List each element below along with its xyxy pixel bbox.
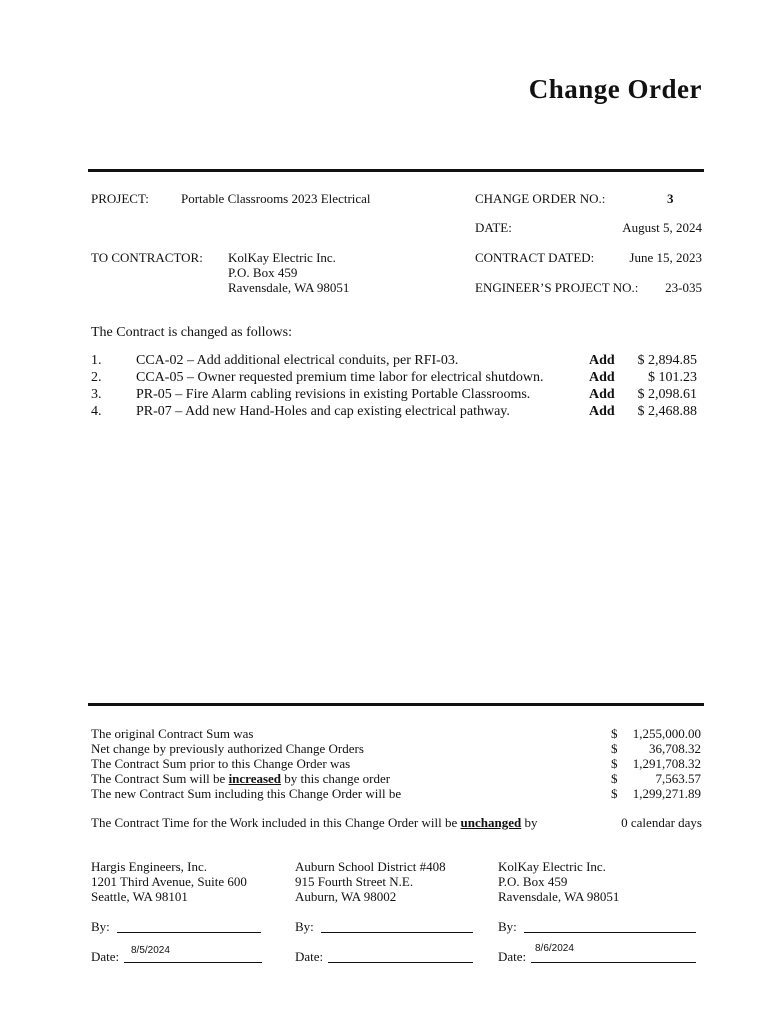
party-city: Ravensdale, WA 98051 xyxy=(498,889,620,904)
summary-value: 7,563.57 xyxy=(655,771,701,786)
list-item xyxy=(91,387,707,404)
contractor-name: KolKay Electric Inc. xyxy=(228,250,336,265)
unchanged-emphasis: unchanged xyxy=(460,815,522,830)
currency-symbol: $ xyxy=(611,726,618,741)
summary-label: The Contract Sum prior to this Change Order was xyxy=(91,756,351,771)
contract-time-text xyxy=(91,815,537,831)
summary-value: 1,291,708.32 xyxy=(632,756,701,771)
summary-label-pre: The Contract Sum will be xyxy=(91,771,229,786)
summary-value: 1,255,000.00 xyxy=(632,726,701,741)
date-label: DATE: xyxy=(475,220,512,235)
item-action: Add xyxy=(589,404,615,419)
currency-symbol: $ xyxy=(611,741,618,756)
summary-value: 36,708.32 xyxy=(649,741,701,756)
party-name: Auburn School District #408 xyxy=(295,859,446,874)
item-number: 2. xyxy=(91,370,102,385)
engineer-project-label: ENGINEER’S PROJECT NO.: xyxy=(475,280,639,295)
item-action: Add xyxy=(589,353,615,368)
item-description: PR-05 – Fire Alarm cabling revisions in existing Portable Classrooms. xyxy=(136,387,531,402)
contract-dated-value: June 15, 2023 xyxy=(629,250,702,265)
owner-party xyxy=(295,859,446,904)
contract-time-pre: The Contract Time for the Work included in this Change Order will be xyxy=(91,815,461,830)
engineer-date-line[interactable] xyxy=(124,962,262,963)
summary-label-post: by this change order xyxy=(281,771,391,786)
change-order-no-label: CHANGE ORDER NO.: xyxy=(475,191,606,206)
item-action: Add xyxy=(589,387,615,402)
item-number: 3. xyxy=(91,387,102,402)
contractor-city: Ravensdale, WA 98051 xyxy=(228,280,350,295)
change-items-list xyxy=(91,353,707,421)
party-street: P.O. Box 459 xyxy=(498,874,568,889)
summary-label: Net change by previously authorized Change Orders xyxy=(91,741,364,756)
summary-row xyxy=(91,771,703,786)
owner-signature-line[interactable] xyxy=(321,932,473,933)
summary-row xyxy=(91,786,703,801)
contractor-address xyxy=(228,250,349,295)
contract-time-value: 0 calendar days xyxy=(621,815,702,830)
engineer-signed-date: 8/5/2024 xyxy=(131,945,170,956)
contract-dated-label: CONTRACT DATED: xyxy=(475,250,595,265)
engineer-project-value: 23-035 xyxy=(665,280,702,295)
by-label: By: xyxy=(295,919,314,934)
item-description: CCA-05 – Owner requested premium time labor for electrical shutdown. xyxy=(136,370,544,385)
party-name: Hargis Engineers, Inc. xyxy=(91,859,208,874)
list-item xyxy=(91,404,707,421)
project-value: Portable Classrooms 2023 Electrical xyxy=(181,191,371,206)
summary-label: The original Contract Sum was xyxy=(91,726,254,741)
party-city: Seattle, WA 98101 xyxy=(91,889,188,904)
project-label: PROJECT: xyxy=(91,191,149,206)
party-name: KolKay Electric Inc. xyxy=(498,859,606,874)
date-label: Date: xyxy=(295,949,324,964)
item-description: CCA-02 – Add additional electrical conduits, per RFI-03. xyxy=(136,353,459,368)
contractor-party xyxy=(498,859,619,904)
contractor-street: P.O. Box 459 xyxy=(228,265,298,280)
owner-date-line[interactable] xyxy=(328,962,473,963)
summary-value: 1,299,271.89 xyxy=(632,786,701,801)
currency-symbol: $ xyxy=(611,786,618,801)
item-number: 4. xyxy=(91,404,102,419)
by-label: By: xyxy=(498,919,517,934)
item-number: 1. xyxy=(91,353,102,368)
date-label: Date: xyxy=(91,949,120,964)
summary-row xyxy=(91,741,703,756)
list-item xyxy=(91,353,707,370)
item-amount: $ 2,894.85 xyxy=(637,353,697,368)
contractor-signature-line[interactable] xyxy=(524,932,696,933)
contract-sum-summary xyxy=(91,726,703,801)
party-street: 915 Fourth Street N.E. xyxy=(295,874,414,889)
date-label: Date: xyxy=(498,949,527,964)
page-title: Change Order xyxy=(528,74,702,104)
party-city: Auburn, WA 98002 xyxy=(295,889,397,904)
item-description: PR-07 – Add new Hand-Holes and cap existing electrical pathway. xyxy=(136,404,510,419)
intro-text: The Contract is changed as follows: xyxy=(91,325,293,340)
date-value: August 5, 2024 xyxy=(622,220,702,235)
engineer-signature-line[interactable] xyxy=(117,932,261,933)
item-amount: $ 2,098.61 xyxy=(637,387,697,402)
contractor-date-line[interactable] xyxy=(531,962,696,963)
engineer-party xyxy=(91,859,247,904)
contract-time-post: by xyxy=(521,815,538,830)
summary-row xyxy=(91,756,703,771)
by-label: By: xyxy=(91,919,110,934)
item-amount: $ 101.23 xyxy=(648,370,697,385)
currency-symbol: $ xyxy=(611,756,618,771)
currency-symbol: $ xyxy=(611,771,618,786)
list-item xyxy=(91,370,707,387)
summary-row xyxy=(91,726,703,741)
bottom-divider xyxy=(88,703,704,706)
to-contractor-label: TO CONTRACTOR: xyxy=(91,250,203,265)
top-divider xyxy=(88,169,704,172)
summary-label xyxy=(91,771,390,787)
change-order-no-value: 3 xyxy=(667,191,674,206)
item-action: Add xyxy=(589,370,615,385)
item-amount: $ 2,468.88 xyxy=(637,404,697,419)
summary-label: The new Contract Sum including this Change Order will be xyxy=(91,786,402,801)
contractor-signed-date: 8/6/2024 xyxy=(535,943,574,954)
party-street: 1201 Third Avenue, Suite 600 xyxy=(91,874,247,889)
increased-emphasis: increased xyxy=(228,771,282,786)
